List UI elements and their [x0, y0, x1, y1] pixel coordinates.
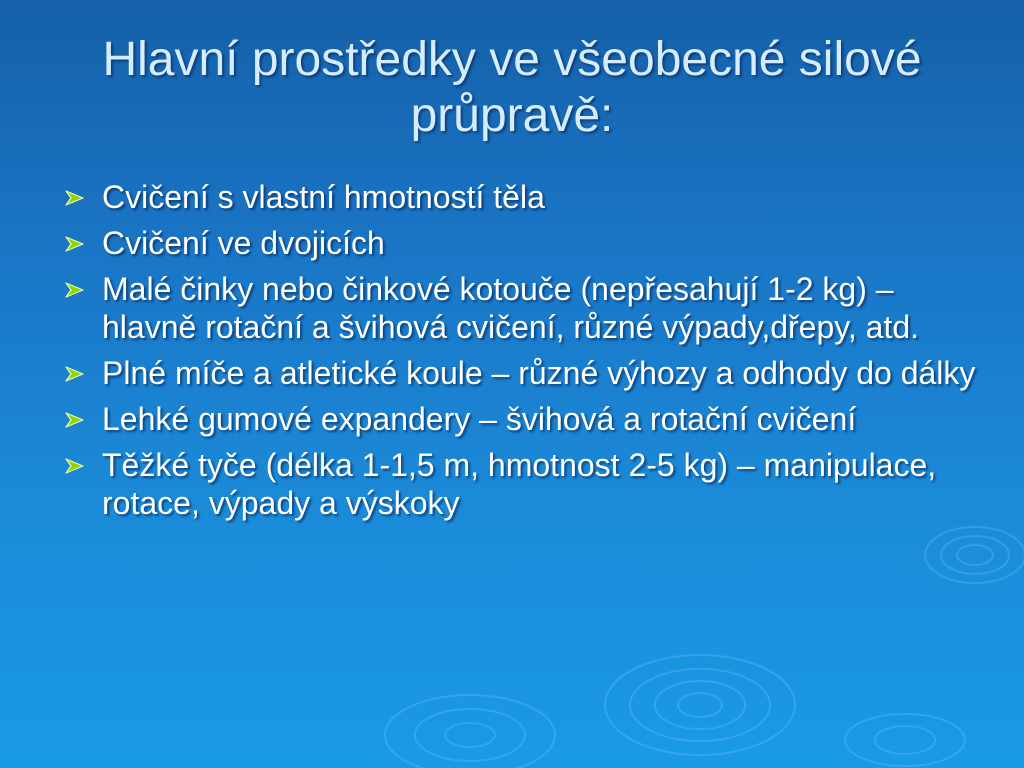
arrowhead-icon: [64, 365, 86, 383]
bullet-text: Těžké tyče (délka 1-1,5 m, hmotnost 2-5 kg) – manipulace, rotace, výpady a výskoky: [102, 447, 937, 521]
slide-title: Hlavní prostředky ve všeobecné silové průpravě:: [102, 33, 922, 142]
arrowhead-icon: [64, 457, 86, 475]
list-item: [62, 446, 982, 522]
arrowhead-icon: [64, 189, 86, 207]
arrowhead-icon: [64, 281, 86, 299]
arrowhead-icon: [64, 235, 86, 253]
bullet-text: Cvičení s vlastní hmotností těla: [102, 179, 545, 215]
bullet-text: Cvičení ve dvojicích: [102, 225, 385, 261]
bullet-text: Lehké gumové expandery – švihová a rotační cvičení: [102, 401, 857, 437]
arrowhead-icon: [64, 411, 86, 429]
list-item: [62, 178, 982, 216]
list-item: [62, 354, 982, 392]
bullet-list: [62, 178, 982, 530]
list-item: [62, 400, 982, 438]
bullet-text: Plné míče a atletické koule – různé výhozy a odhody do dálky: [102, 355, 976, 391]
list-item: [62, 270, 982, 346]
bullet-text: Malé činky nebo činkové kotouče (nepřesahují 1-2 kg) – hlavně rotační a švihová cvičení, různé výpady,dřepy, atd.: [102, 271, 920, 345]
list-item: [62, 224, 982, 262]
